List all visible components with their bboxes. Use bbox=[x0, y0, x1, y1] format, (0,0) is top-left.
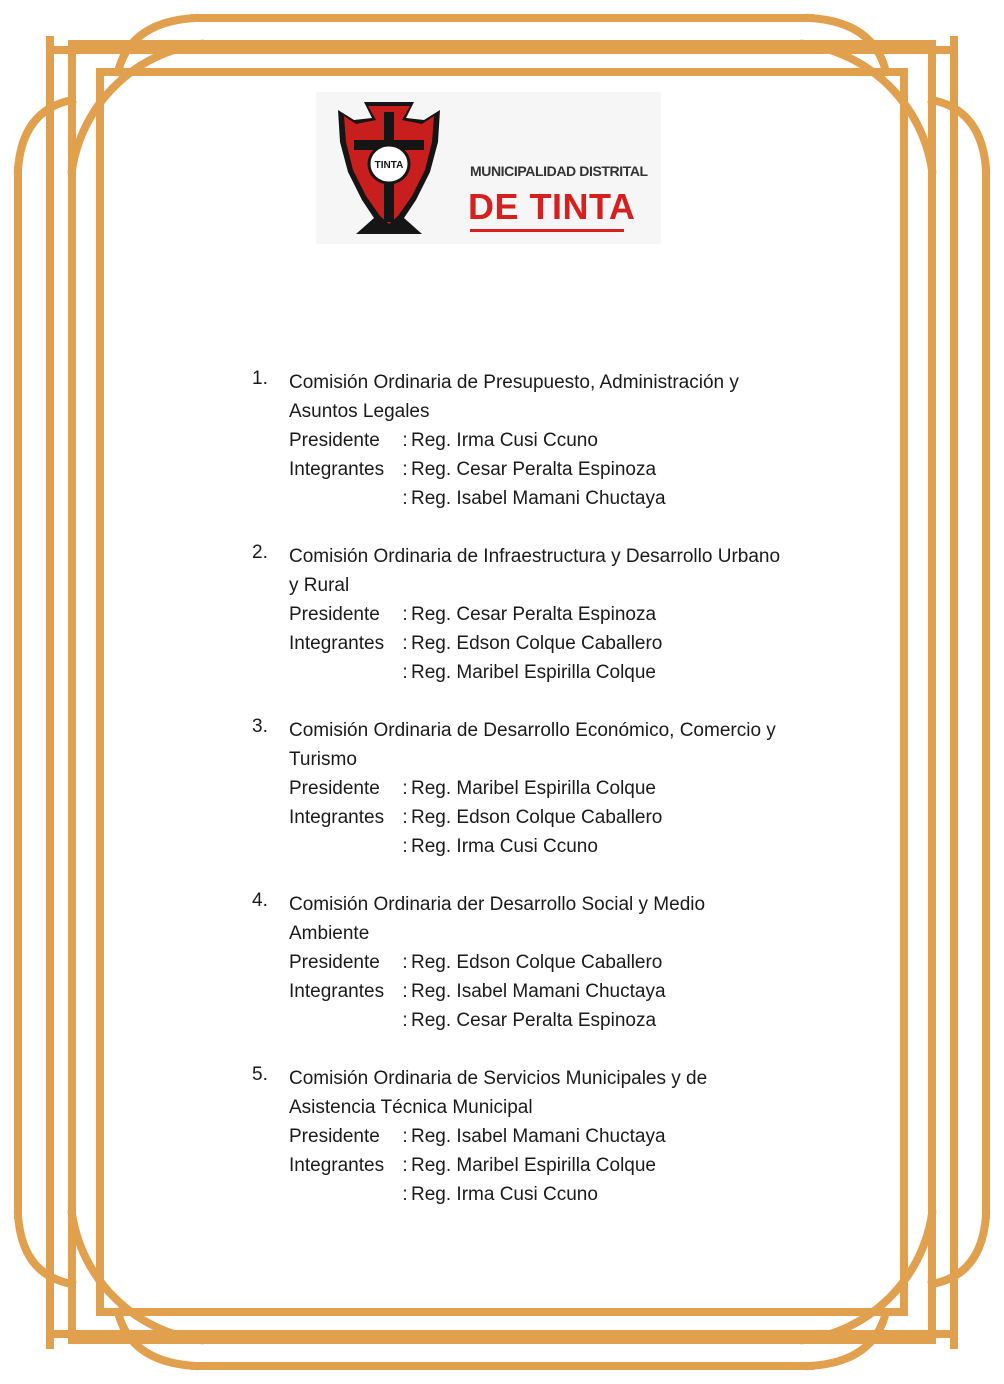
municipality-logo-block bbox=[316, 92, 661, 244]
president-name: Reg. Edson Colque Caballero bbox=[411, 952, 663, 973]
member-name: Reg. Cesar Peralta Espinoza bbox=[411, 1010, 657, 1031]
president-label: Presidente bbox=[289, 604, 380, 625]
president-name: Reg. Isabel Mamani Chuctaya bbox=[411, 1126, 666, 1147]
president-label: Presidente bbox=[289, 1126, 380, 1147]
commission-item bbox=[252, 368, 812, 513]
members-label: Integrantes bbox=[289, 807, 385, 828]
tinta-crest-logo bbox=[334, 98, 444, 240]
commission-item bbox=[252, 716, 812, 861]
commission-title: Comisión Ordinaria de Presupuesto, Administración y Asuntos Legales bbox=[289, 372, 739, 422]
members-label: Integrantes bbox=[289, 633, 385, 654]
commission-title: Comisión Ordinaria de Infraestructura y Desarrollo Urbano y Rural bbox=[289, 546, 781, 596]
member-name: Reg. Cesar Peralta Espinoza bbox=[411, 459, 657, 480]
members-row: : Reg. Cesar Peralta Espinoza bbox=[289, 1006, 812, 1035]
members-row: Integrantes : Reg. Maribel Espirilla Colque bbox=[289, 1151, 812, 1180]
commission-number: 3. bbox=[252, 716, 268, 737]
member-name: Reg. Maribel Espirilla Colque bbox=[411, 1155, 656, 1176]
members-row: Integrantes : Reg. Cesar Peralta Espinoza bbox=[289, 455, 812, 484]
commission-number: 5. bbox=[252, 1064, 268, 1085]
commission-item bbox=[252, 1064, 812, 1209]
commission-item bbox=[252, 542, 812, 687]
members-row: Integrantes : Reg. Isabel Mamani Chuctaya bbox=[289, 977, 812, 1006]
members-label: Integrantes bbox=[289, 981, 385, 1002]
president-label: Presidente bbox=[289, 952, 380, 973]
president-label: Presidente bbox=[289, 430, 380, 451]
commission-number: 2. bbox=[252, 542, 268, 563]
president-row: Presidente : Reg. Cesar Peralta Espinoza bbox=[289, 600, 812, 629]
member-name: Reg. Isabel Mamani Chuctaya bbox=[411, 488, 666, 509]
crest-text: TINTA bbox=[374, 160, 404, 171]
president-row: Presidente : Reg. Irma Cusi Ccuno bbox=[289, 426, 812, 455]
members-row: : Reg. Isabel Mamani Chuctaya bbox=[289, 484, 812, 513]
commission-title: Comisión Ordinaria de Servicios Municipales y de Asistencia Técnica Municipal bbox=[289, 1068, 708, 1118]
president-label: Presidente bbox=[289, 778, 380, 799]
president-row: Presidente : Reg. Isabel Mamani Chuctaya bbox=[289, 1122, 812, 1151]
institution-name-underline bbox=[470, 229, 624, 232]
commission-number: 4. bbox=[252, 890, 268, 911]
commissions-list bbox=[252, 368, 812, 1238]
commission-item bbox=[252, 890, 812, 1035]
member-name: Reg. Edson Colque Caballero bbox=[411, 633, 663, 654]
members-row: Integrantes : Reg. Edson Colque Caballero bbox=[289, 803, 812, 832]
institution-subtitle: MUNICIPALIDAD DISTRITAL bbox=[470, 163, 648, 179]
commission-number: 1. bbox=[252, 368, 268, 389]
president-name: Reg. Cesar Peralta Espinoza bbox=[411, 604, 657, 625]
members-row: : Reg. Irma Cusi Ccuno bbox=[289, 832, 812, 861]
member-name: Reg. Maribel Espirilla Colque bbox=[411, 662, 656, 683]
members-label: Integrantes bbox=[289, 459, 385, 480]
member-name: Reg. Isabel Mamani Chuctaya bbox=[411, 981, 666, 1002]
president-name: Reg. Maribel Espirilla Colque bbox=[411, 778, 656, 799]
president-row: Presidente : Reg. Edson Colque Caballero bbox=[289, 948, 812, 977]
member-name: Reg. Irma Cusi Ccuno bbox=[411, 1184, 598, 1205]
member-name: Reg. Edson Colque Caballero bbox=[411, 807, 663, 828]
president-name: Reg. Irma Cusi Ccuno bbox=[411, 430, 598, 451]
member-name: Reg. Irma Cusi Ccuno bbox=[411, 836, 598, 857]
institution-name: DE TINTA bbox=[468, 186, 636, 227]
president-row: Presidente : Reg. Maribel Espirilla Colque bbox=[289, 774, 812, 803]
members-label: Integrantes bbox=[289, 1155, 385, 1176]
members-row: Integrantes : Reg. Edson Colque Caballero bbox=[289, 629, 812, 658]
members-row: : Reg. Irma Cusi Ccuno bbox=[289, 1180, 812, 1209]
members-row: : Reg. Maribel Espirilla Colque bbox=[289, 658, 812, 687]
commission-title: Comisión Ordinaria de Desarrollo Económico, Comercio y Turismo bbox=[289, 720, 776, 770]
commission-title: Comisión Ordinaria der Desarrollo Social y Medio Ambiente bbox=[289, 894, 706, 944]
